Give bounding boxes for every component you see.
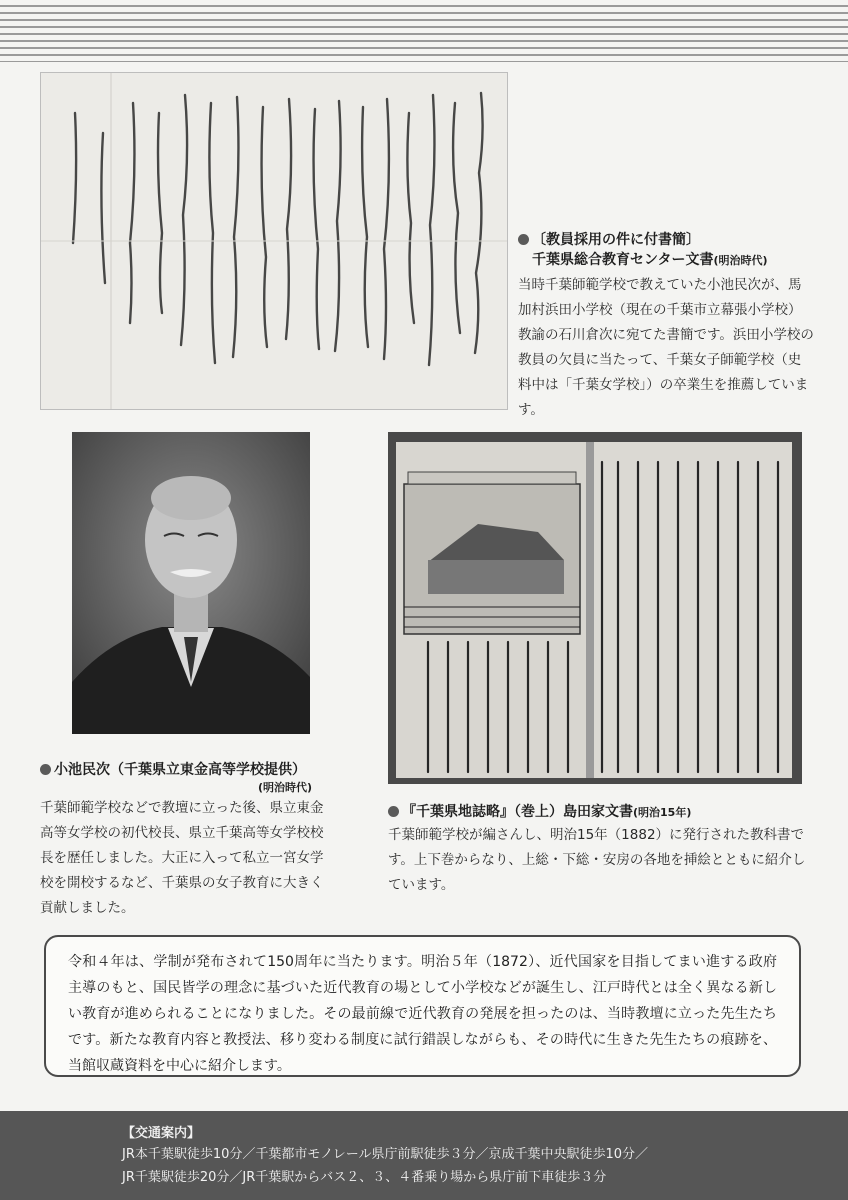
access-line-1: JR本千葉駅徒歩10分／千葉都市モノレール県庁前駅徒歩３分／京成千葉中央駅徒歩10分／: [122, 1147, 649, 1162]
bullet-icon: [40, 764, 51, 775]
book-caption: [388, 802, 808, 898]
access-footer: [0, 1111, 848, 1200]
book-description: 千葉師範学校が編さんし、明治15年（1882）に発行された教科書です。上下巻からなり、上総・下総・安房の各地を挿絵とともに紹介しています。: [388, 827, 806, 893]
header-stripes: [0, 0, 848, 62]
access-line-2: JR千葉駅徒歩20分／JR千葉駅からバス２、３、４番乗り場から県庁前下車徒歩３分: [122, 1170, 607, 1185]
letter-caption-title: 〔教員採用の件に付書簡〕: [518, 230, 818, 250]
letter-description: 当時千葉師範学校で教えていた小池民次が、馬加村浜田小学校（現在の千葉市立幕張小学校）教諭の石川倉次に宛てた書簡です。浜田小学校の教員の欠員に当たって、千葉女子師範学校（史料中は「千葉女学校」）の卒業生を推薦しています。: [518, 277, 814, 418]
book-caption-title: 『千葉県地誌略』（巻上）島田家文書(明治15年): [388, 802, 808, 823]
letter-caption-source: 千葉県総合教育センター文書(明治時代): [532, 252, 768, 268]
letter-caption: [518, 230, 818, 423]
portrait-photo: [72, 432, 310, 734]
intro-box: [44, 935, 801, 1077]
access-title: 【交通案内】: [122, 1126, 201, 1141]
intro-text: 令和４年は、学制が発布されて150周年に当たります。明治５年（1872）、近代国家を目指してまい進する政府主導のもと、国民皆学の理念に基づいた近代教育の場として小学校などが誕生し、江戸時代とは全く異なる新しい教育が進められることになりました。その最前線で近代教育の発展を担ったのは、当時教壇に立った先生たちです。新たな教育内容と教授法、移り変わる制度に試行錯誤しながらも、その時代に生きた先生たちの痕跡を、当館収蔵資料を中心に紹介します。: [68, 954, 777, 1074]
letter-era: (明治時代): [713, 254, 768, 267]
portrait-caption-title: 小池民次（千葉県立東金高等学校提供）: [40, 760, 340, 780]
portrait-caption: [40, 760, 340, 921]
bullet-icon: [388, 806, 399, 817]
portrait-era: (明治時代): [257, 781, 312, 794]
book-photo: [388, 432, 802, 784]
letter-photo: [40, 72, 508, 410]
portrait-description: 千葉師範学校などで教壇に立った後、県立東金高等女学校の初代校長、県立千葉高等女学校校長を歴任しました。大正に入って私立一宮女学校を開校するなど、千葉県の女子教育に大きく貢献しました。: [40, 800, 324, 916]
book-era: (明治15年): [633, 806, 692, 819]
bullet-icon: [518, 234, 529, 245]
